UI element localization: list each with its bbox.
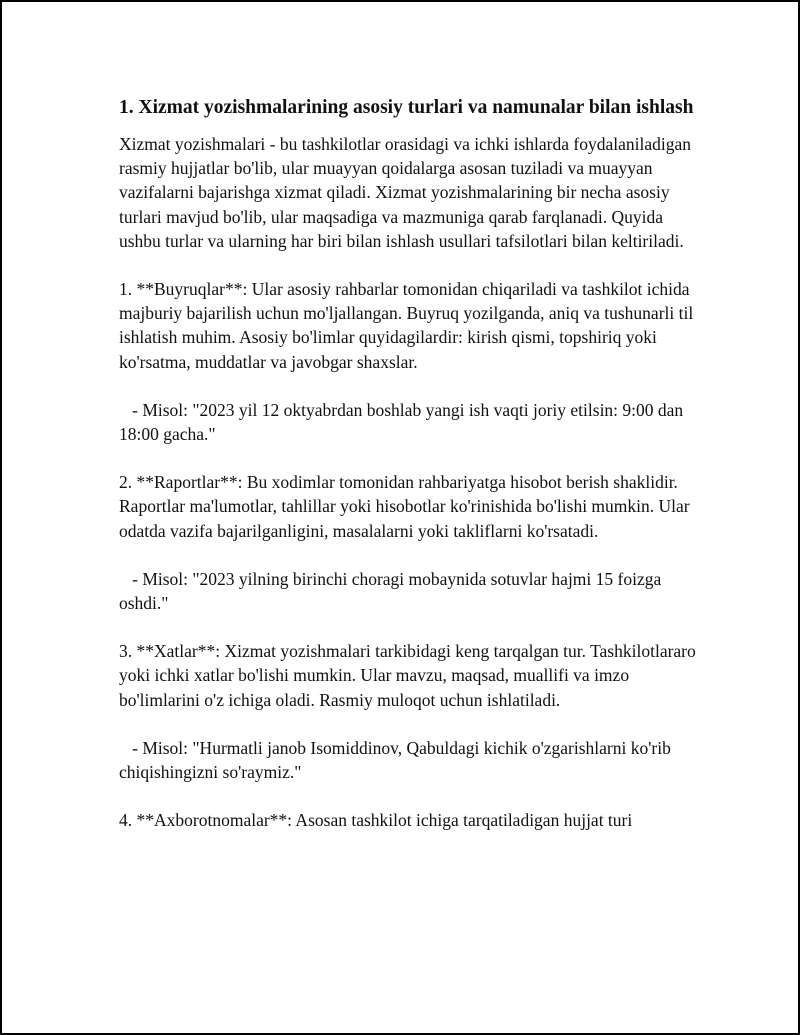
example-xatlar: - Misol: "Hurmatli janob Isomiddinov, Qabuldagi kichik o'zgarishlarni ko'rib chiqishingizni so'raymiz." bbox=[119, 737, 676, 783]
example-buyruqlar: - Misol: "2023 yil 12 oktyabrdan boshlab yangi ish vaqti joriy etilsin: 9:00 dan 18:00 gacha." bbox=[119, 399, 688, 445]
paragraph-buyruqlar: 1. **Buyruqlar**: Ular asosiy rahbarlar tomonidan chiqariladi va tashkilot ichida majburiy bajarilish uchun mo'ljallangan. Buyruq yozilganda, aniq va tushunarli til ishlatish muhim. Asosiy bo'limlar quyidagilardir: kirish qismi, topshiriq yoki ko'rsatma, muddatlar va javobgar shaxslar. bbox=[119, 279, 698, 372]
document-title: 1. Xizmat yozishmalarining asosiy turlari va namunalar bilan ishlash bbox=[119, 97, 694, 118]
paragraph-raportlar: 2. **Raportlar**: Bu xodimlar tomonidan rahbariyatga hisobot berish shaklidir. Raportlar ma'lumotlar, tahlillar yoki hisobotlar ko'rinishida bo'lishi mumkin. Ular odatda vazifa bajarilganligini, masalalarni yoki takliflarni ko'rsatadi. bbox=[119, 472, 694, 541]
paragraph-axborotnomalar: 4. **Axborotnomalar**: Asosan tashkilot ichiga tarqatiladigan hujjat turi bbox=[119, 810, 633, 831]
paragraph-xatlar: 3. **Xatlar**: Xizmat yozishmalari tarkibidagi keng tarqalgan tur. Tashkilotlararo yoki ichki xatlar bo'lishi mumkin. Ular mavzu, maqsad, muallifi va imzo bo'limlarini o'z ichiga oladi. Rasmiy muloqot uchun ishlatiladi. bbox=[119, 641, 701, 710]
document-body bbox=[119, 94, 699, 856]
intro-paragraph: Xizmat yozishmalari - bu tashkilotlar orasidagi va ichki ishlarda foydalaniladigan rasmiy hujjatlar bo'lib, ular muayyan qoidalarga asosan tuziladi va muayyan vazifalarni bajarishga xizmat qiladi. Xizmat yozishmalarining bir necha asosiy turlari mavjud bo'lib, ular maqsadiga va mazmuniga qarab farqlanadi. Quyida ushbu turlar va ularning har biri bilan ishlash usullari tafsilotlari bilan keltiriladi. bbox=[119, 134, 696, 251]
example-raportlar: - Misol: "2023 yilning birinchi choragi mobaynida sotuvlar hajmi 15 foizga oshdi." bbox=[119, 568, 666, 614]
